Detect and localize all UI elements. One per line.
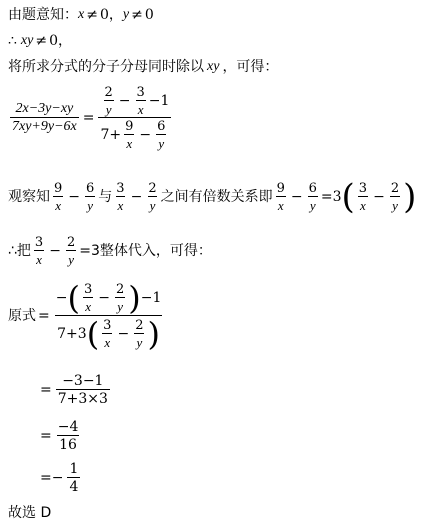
frac-2-over-y <box>65 236 77 266</box>
frac-2-over-y <box>102 86 114 116</box>
big-fraction <box>54 279 164 353</box>
lhs-numerator: 2x−3y−xy <box>15 101 74 116</box>
denominator: x <box>117 198 124 213</box>
var-xy: xy <box>207 59 220 74</box>
frac-2-over-y <box>146 182 158 212</box>
comma: ， <box>108 7 123 23</box>
observe-text: 观察知 <box>8 189 50 205</box>
denominator: x <box>137 102 144 117</box>
simplified-fraction <box>56 420 81 452</box>
answer-text: 故选 D <box>8 505 52 521</box>
numerator: 2 <box>390 181 400 196</box>
equals-sign: = <box>82 110 95 126</box>
frac-2-over-y <box>114 283 126 313</box>
therefore-symbol: ∴ <box>8 33 17 49</box>
line-xy-nonzero <box>8 34 72 48</box>
numerator: −3−1 <box>62 373 104 389</box>
denominator: y <box>309 198 316 213</box>
denominator: y <box>149 198 156 213</box>
frac-6-over-y <box>307 182 319 212</box>
numerator: 2 <box>104 85 113 100</box>
line-given <box>8 8 154 22</box>
numerator: 3 <box>136 85 145 100</box>
denominator: y <box>158 136 165 151</box>
denominator: x <box>104 335 111 350</box>
line-step-numeric: = $\frac{-3-1}{7+3\times 3}$ <box>40 373 108 407</box>
frac-6-over-y <box>155 120 167 150</box>
line-answer <box>8 506 51 520</box>
numerator: 3 <box>34 235 44 250</box>
equals-three: =3 <box>320 189 342 205</box>
lhs-denominator: 7xy+9y−6x <box>12 119 77 134</box>
frac-3-over-x <box>357 182 369 212</box>
frac-3-over-x <box>82 283 94 313</box>
numerator: −4 <box>57 419 79 435</box>
denominator: x <box>36 252 42 267</box>
denominator: y <box>105 102 112 117</box>
numerator: 1 <box>69 461 79 477</box>
numerator: 9 <box>54 181 63 196</box>
neq-sign: ≠ <box>131 7 143 23</box>
comma: ， <box>58 33 73 49</box>
var-y: y <box>122 7 130 22</box>
seven-plus-three: 7+3 <box>57 326 87 342</box>
var-xy: xy <box>20 33 34 48</box>
frac-9-over-x <box>275 182 287 212</box>
given-label: 由题意知： <box>8 7 78 23</box>
line-transform <box>8 86 173 150</box>
denominator: y <box>136 335 143 350</box>
original-label: 原式 <box>8 308 36 324</box>
numerator: 9 <box>125 119 134 134</box>
numerator: 3 <box>358 181 368 196</box>
denominator: 4 <box>69 479 79 495</box>
minus-one: −1 <box>140 290 162 306</box>
denominator: 7+3×3 <box>57 391 108 407</box>
big-denominator: 7+3 ( $\frac{3}{x}$ − $\frac{2}{y}$ ) <box>57 315 160 353</box>
divide-text: 将所求分式的分子分母同时除以 <box>8 59 204 75</box>
denominator: 16 <box>59 437 77 453</box>
frac-3-over-x <box>114 182 126 212</box>
result-fraction <box>67 462 80 494</box>
numeric-fraction <box>56 374 110 406</box>
line-original-expression: 原式 = − ( $\frac{3}{x}$ − $\frac{2}{y}$ ) −1 7+3 ( $\frac{3}{x}$ − $\frac{2}{y}$ ) <box>8 279 162 353</box>
numerator: 9 <box>276 181 285 196</box>
numerator: 6 <box>308 181 317 196</box>
frac-2-over-y <box>133 319 145 349</box>
var-x: x <box>78 7 85 22</box>
lhs-fraction <box>10 102 79 134</box>
denominator: x <box>360 198 366 213</box>
line-observe: 观察知 $\frac{9}{x}$ − $\frac{6}{y}$ 与 $\frac{3}{x}$ − $\frac{2}{y}$ 之间有倍数关系即 $\frac{9}{x}$ − $\frac{6}{y}$ =3 ( $\frac{3}{x}$ − $\frac{2}{y}$ ) <box>8 177 417 217</box>
denominator: y <box>117 299 123 314</box>
frac-2-over-y <box>389 182 401 212</box>
line-step-result: =− $\frac{1}{4}$ <box>40 461 79 495</box>
denominator: y <box>392 198 398 213</box>
big-numerator: − ( $\frac{3}{x}$ − $\frac{2}{y}$ ) −1 <box>55 279 162 317</box>
denominator: x <box>277 198 284 213</box>
denominator: x <box>85 299 91 314</box>
substitute-prefix: ∴把 <box>8 243 31 259</box>
denominator: x <box>126 136 133 151</box>
frac-3-over-x <box>33 236 45 266</box>
frac-3-over-x <box>101 319 113 349</box>
neq-sign: ≠ <box>35 33 48 49</box>
zero: 0 <box>144 7 154 23</box>
zero: 0 <box>99 7 109 23</box>
numerator: 3 <box>116 181 125 196</box>
rhs-fraction <box>98 86 171 150</box>
line-step-simplified: = $\frac{-4}{16}$ <box>40 419 79 453</box>
denominator: x <box>55 198 62 213</box>
numerator: 2 <box>66 235 76 250</box>
numerator: 3 <box>83 282 93 297</box>
numerator: 2 <box>148 181 157 196</box>
relation-text: 之间有倍数关系即 <box>160 189 273 205</box>
numerator: 3 <box>103 318 112 333</box>
get-text: ，可得： <box>222 59 279 75</box>
neq-sign: ≠ <box>86 7 98 23</box>
frac-9-over-x <box>123 120 135 150</box>
numerator: 2 <box>115 282 125 297</box>
line-substitute: ∴把 $\frac{3}{x}$ − $\frac{2}{y}$ =3整体代入，可得： <box>8 235 212 267</box>
frac-6-over-y <box>84 182 96 212</box>
and-text: 与 <box>98 189 113 205</box>
seven-plus: 7+ <box>100 127 122 143</box>
paren-group: ( $\frac{3}{x}$ − $\frac{2}{y}$ ) <box>341 177 417 217</box>
rhs-numerator: $\frac{2}{y}$ − $\frac{3}{x}$ −1 <box>104 85 170 117</box>
substitute-text: =3整体代入，可得： <box>79 243 212 259</box>
frac-9-over-x <box>52 182 64 212</box>
minus-one: −1 <box>148 93 170 109</box>
numerator: 6 <box>157 119 166 134</box>
denominator: y <box>87 198 94 213</box>
numerator: 2 <box>135 318 144 333</box>
frac-3-over-x <box>135 86 147 116</box>
zero: 0 <box>49 33 59 49</box>
line-divide-by-xy <box>8 60 278 74</box>
numerator: 6 <box>86 181 95 196</box>
rhs-denominator: 7+ $\frac{9}{x}$ − $\frac{6}{y}$ <box>98 117 171 150</box>
denominator: y <box>68 252 74 267</box>
